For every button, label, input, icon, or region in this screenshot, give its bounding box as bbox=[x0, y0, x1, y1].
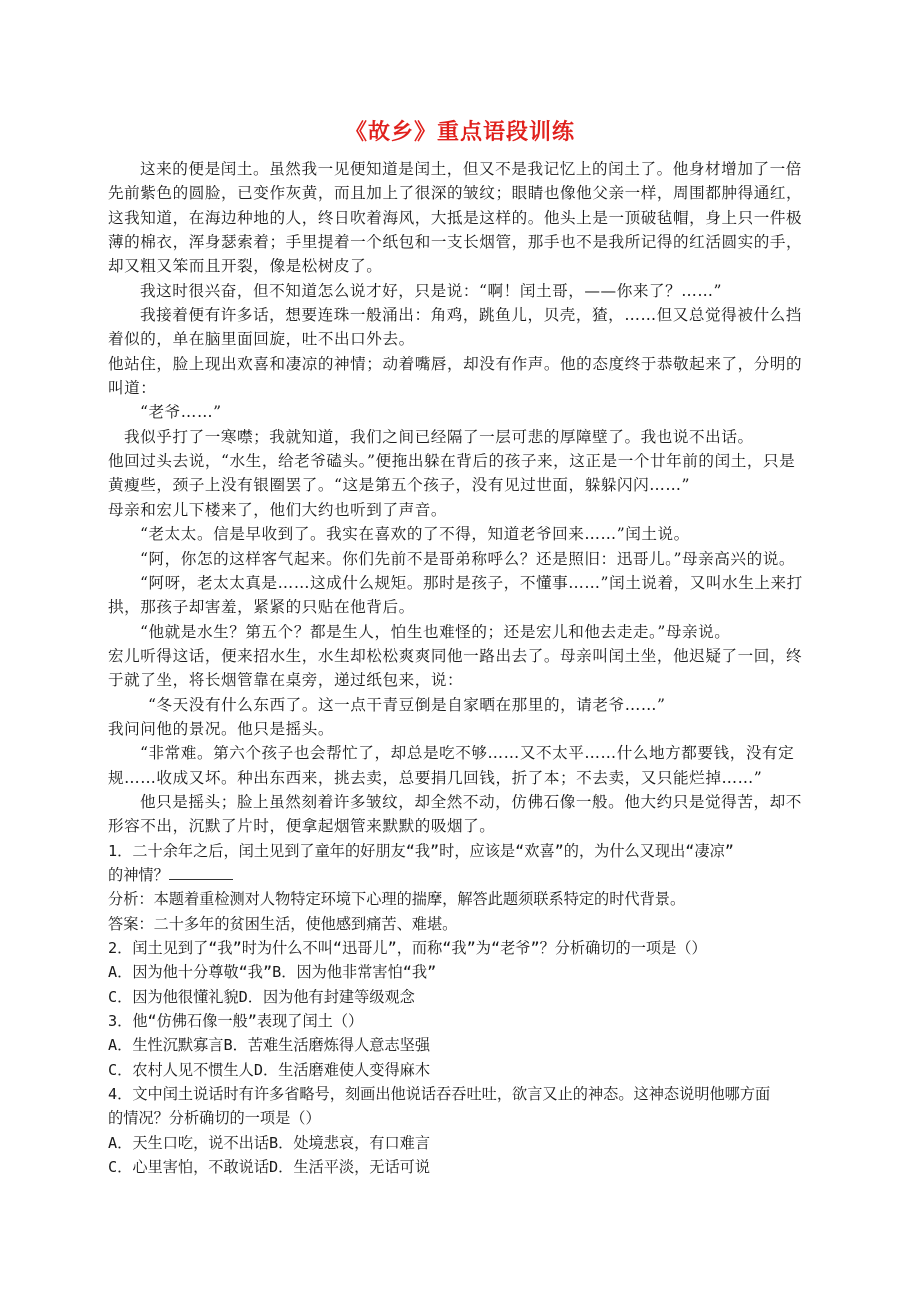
passage-line: 着似的，单在脑里面回旋，吐不出口外去。 bbox=[108, 330, 415, 349]
question-2-stem: 2．闰土见到了“我”时为什么不叫“迅哥儿”，而称“我”为“老爷”？分析确切的一项是（） bbox=[108, 939, 707, 957]
question-4-options-ab: A．天生口吃，说不出话B．处境悲哀，有口难言 bbox=[108, 1133, 431, 1152]
question-1-answer: 答案：二十多年的贫困生活，使他感到痛苦、难堪。 bbox=[108, 914, 458, 933]
answer-blank[interactable] bbox=[169, 865, 233, 880]
passage-line: 这我知道，在海边种地的人，终日吹着海风，大抵是这样的。他头上是一顶破毡帽，身上只一件极 bbox=[108, 208, 803, 227]
question-3-stem: 3．他“仿佛石像一般”表现了闰土（） bbox=[108, 1012, 364, 1031]
passage-line: 规……收成又坏。种出东西来，挑去卖，总要捐几回钱，折了本；不去卖，又只能烂掉……” bbox=[108, 768, 763, 787]
question-1-stem-text: 的神情？ bbox=[108, 865, 169, 884]
passage-line: “冬天没有什么东西了。这一点干青豆倒是自家晒在那里的，请老爷……” bbox=[148, 695, 666, 714]
question-1-analysis: 分析：本题着重检测对人物特定环境下心理的揣摩，解答此题须联系特定的时代背景。 bbox=[108, 890, 686, 909]
question-2-options-cd: C．因为他很懂礼貌D．因为他有封建等级观念 bbox=[108, 987, 415, 1006]
question-4-stem-line1: 4．文中闰土说话时有许多省略号，刻画出他说话吞吞吐吐，欲言又止的神态。这神态说明他哪方面 bbox=[108, 1085, 771, 1104]
question-1-stem-line1: 1．二十余年之后，闰土见到了童年的好朋友“我”时，应该是“欢喜”的，为什么又现出“凄凉” bbox=[108, 841, 734, 860]
question-1-stem-line2 bbox=[108, 863, 814, 887]
question-4 bbox=[108, 1082, 814, 1179]
passage-line: 他站住，脸上现出欢喜和凄凉的神情；动着嘴唇，却没有作声。他的态度终于恭敬起来了，分明的 bbox=[108, 354, 803, 373]
passage-line: “他就是水生？第五个？都是生人，怕生也难怪的；还是宏儿和他去走走。”母亲说。 bbox=[140, 622, 731, 641]
reading-passage bbox=[108, 157, 814, 839]
document-body bbox=[108, 157, 814, 1179]
passage-line: 先前紫色的圆脸，已变作灰黄，而且加上了很深的皱纹；眼睛也像他父亲一样，周围都肿得通红， bbox=[108, 184, 803, 203]
question-4-stem-line2: 的情况？分析确切的一项是（） bbox=[108, 1109, 321, 1128]
passage-line: 他回过头去说，“水生，给老爷磕头。”便拖出躲在背后的孩子来，这正是一个廿年前的闰土，只是 bbox=[108, 452, 796, 471]
passage-line: 形容不出，沉默了片时，便拿起烟管来默默的吸烟了。 bbox=[108, 817, 496, 836]
passage-line: “老爷……” bbox=[140, 403, 222, 422]
question-1 bbox=[108, 839, 814, 936]
passage-line: 母亲和宏儿下楼来了，他们大约也听到了声音。 bbox=[108, 500, 448, 519]
question-3-options-cd: C．农村人见不惯生人D．生活磨难使人变得麻木 bbox=[108, 1060, 431, 1079]
question-3-options-ab: A．生性沉默寡言B．苦难生活磨炼得人意志坚强 bbox=[108, 1036, 431, 1055]
passage-line: 黄瘦些，颈子上没有银圈罢了。“这是第五个孩子，没有见过世面，躲躲闪闪……” bbox=[108, 476, 691, 495]
passage-line: 我似乎打了一寒噤；我就知道，我们之间已经隔了一层可悲的厚障壁了。我也说不出话。 bbox=[124, 427, 754, 446]
passage-line: “阿，你怎的这样客气起来。你们先前不是哥弟称呼么？还是照旧：迅哥儿。”母亲高兴的说。 bbox=[140, 549, 795, 568]
passage-line: 我接着便有许多话，想要连珠一般涌出：角鸡，跳鱼儿，贝壳，猹，……但又总觉得被什么挡 bbox=[140, 306, 802, 325]
passage-line: “老太太。信是早收到了。我实在喜欢的了不得，知道老爷回来……”闰土说。 bbox=[140, 525, 690, 544]
document-title: 《故乡》重点语段训练 bbox=[344, 120, 575, 145]
passage-line: “非常难。第六个孩子也会帮忙了，却总是吃不够……又不太平……什么地方都要钱，没有定 bbox=[140, 744, 795, 763]
question-2-options-ab: A．因为他十分尊敬“我”B．因为他非常害怕“我” bbox=[108, 963, 437, 982]
question-4-options-cd: C．心里害怕，不敢说话D．生活平淡，无话可说 bbox=[108, 1158, 431, 1177]
passage-line: 拱，那孩子却害羞，紧紧的只贴在他背后。 bbox=[108, 598, 415, 617]
passage-line: 我问问他的景况。他只是摇头。 bbox=[108, 719, 335, 738]
passage-line: 薄的棉衣，浑身瑟索着；手里提着一个纸包和一支长烟管，那手也不是我所记得的红活圆实的手， bbox=[108, 233, 803, 252]
passage-line: 却又粗又笨而且开裂，像是松树皮了。 bbox=[108, 257, 383, 276]
question-3 bbox=[108, 1009, 814, 1082]
passage-line: 这来的便是闰土。虽然我一见便知道是闰土，但又不是我记忆上的闰土了。他身材增加了一倍 bbox=[140, 160, 802, 178]
passage-line: 我这时很兴奋，但不知道怎么说才好，只是说：“啊！闰土哥，——你来了？……” bbox=[140, 281, 723, 300]
passage-line: 他只是摇头；脸上虽然刻着许多皱纹，却全然不动，仿佛石像一般。他大约只是觉得苦，却不 bbox=[140, 792, 802, 811]
passage-line: 叫道： bbox=[108, 379, 157, 398]
passage-line: 于就了坐，将长烟管靠在桌旁，递过纸包来，说： bbox=[108, 671, 464, 690]
question-2 bbox=[108, 936, 814, 1009]
passage-line: 宏儿听得这话，便来招水生，水生却松松爽爽同他一路出去了。母亲叫闰土坐，他迟疑了一回，终 bbox=[108, 646, 803, 665]
passage-line: “阿呀，老太太真是……这成什么规矩。那时是孩子，不懂事……”闰土说着，又叫水生上来打 bbox=[140, 573, 803, 592]
